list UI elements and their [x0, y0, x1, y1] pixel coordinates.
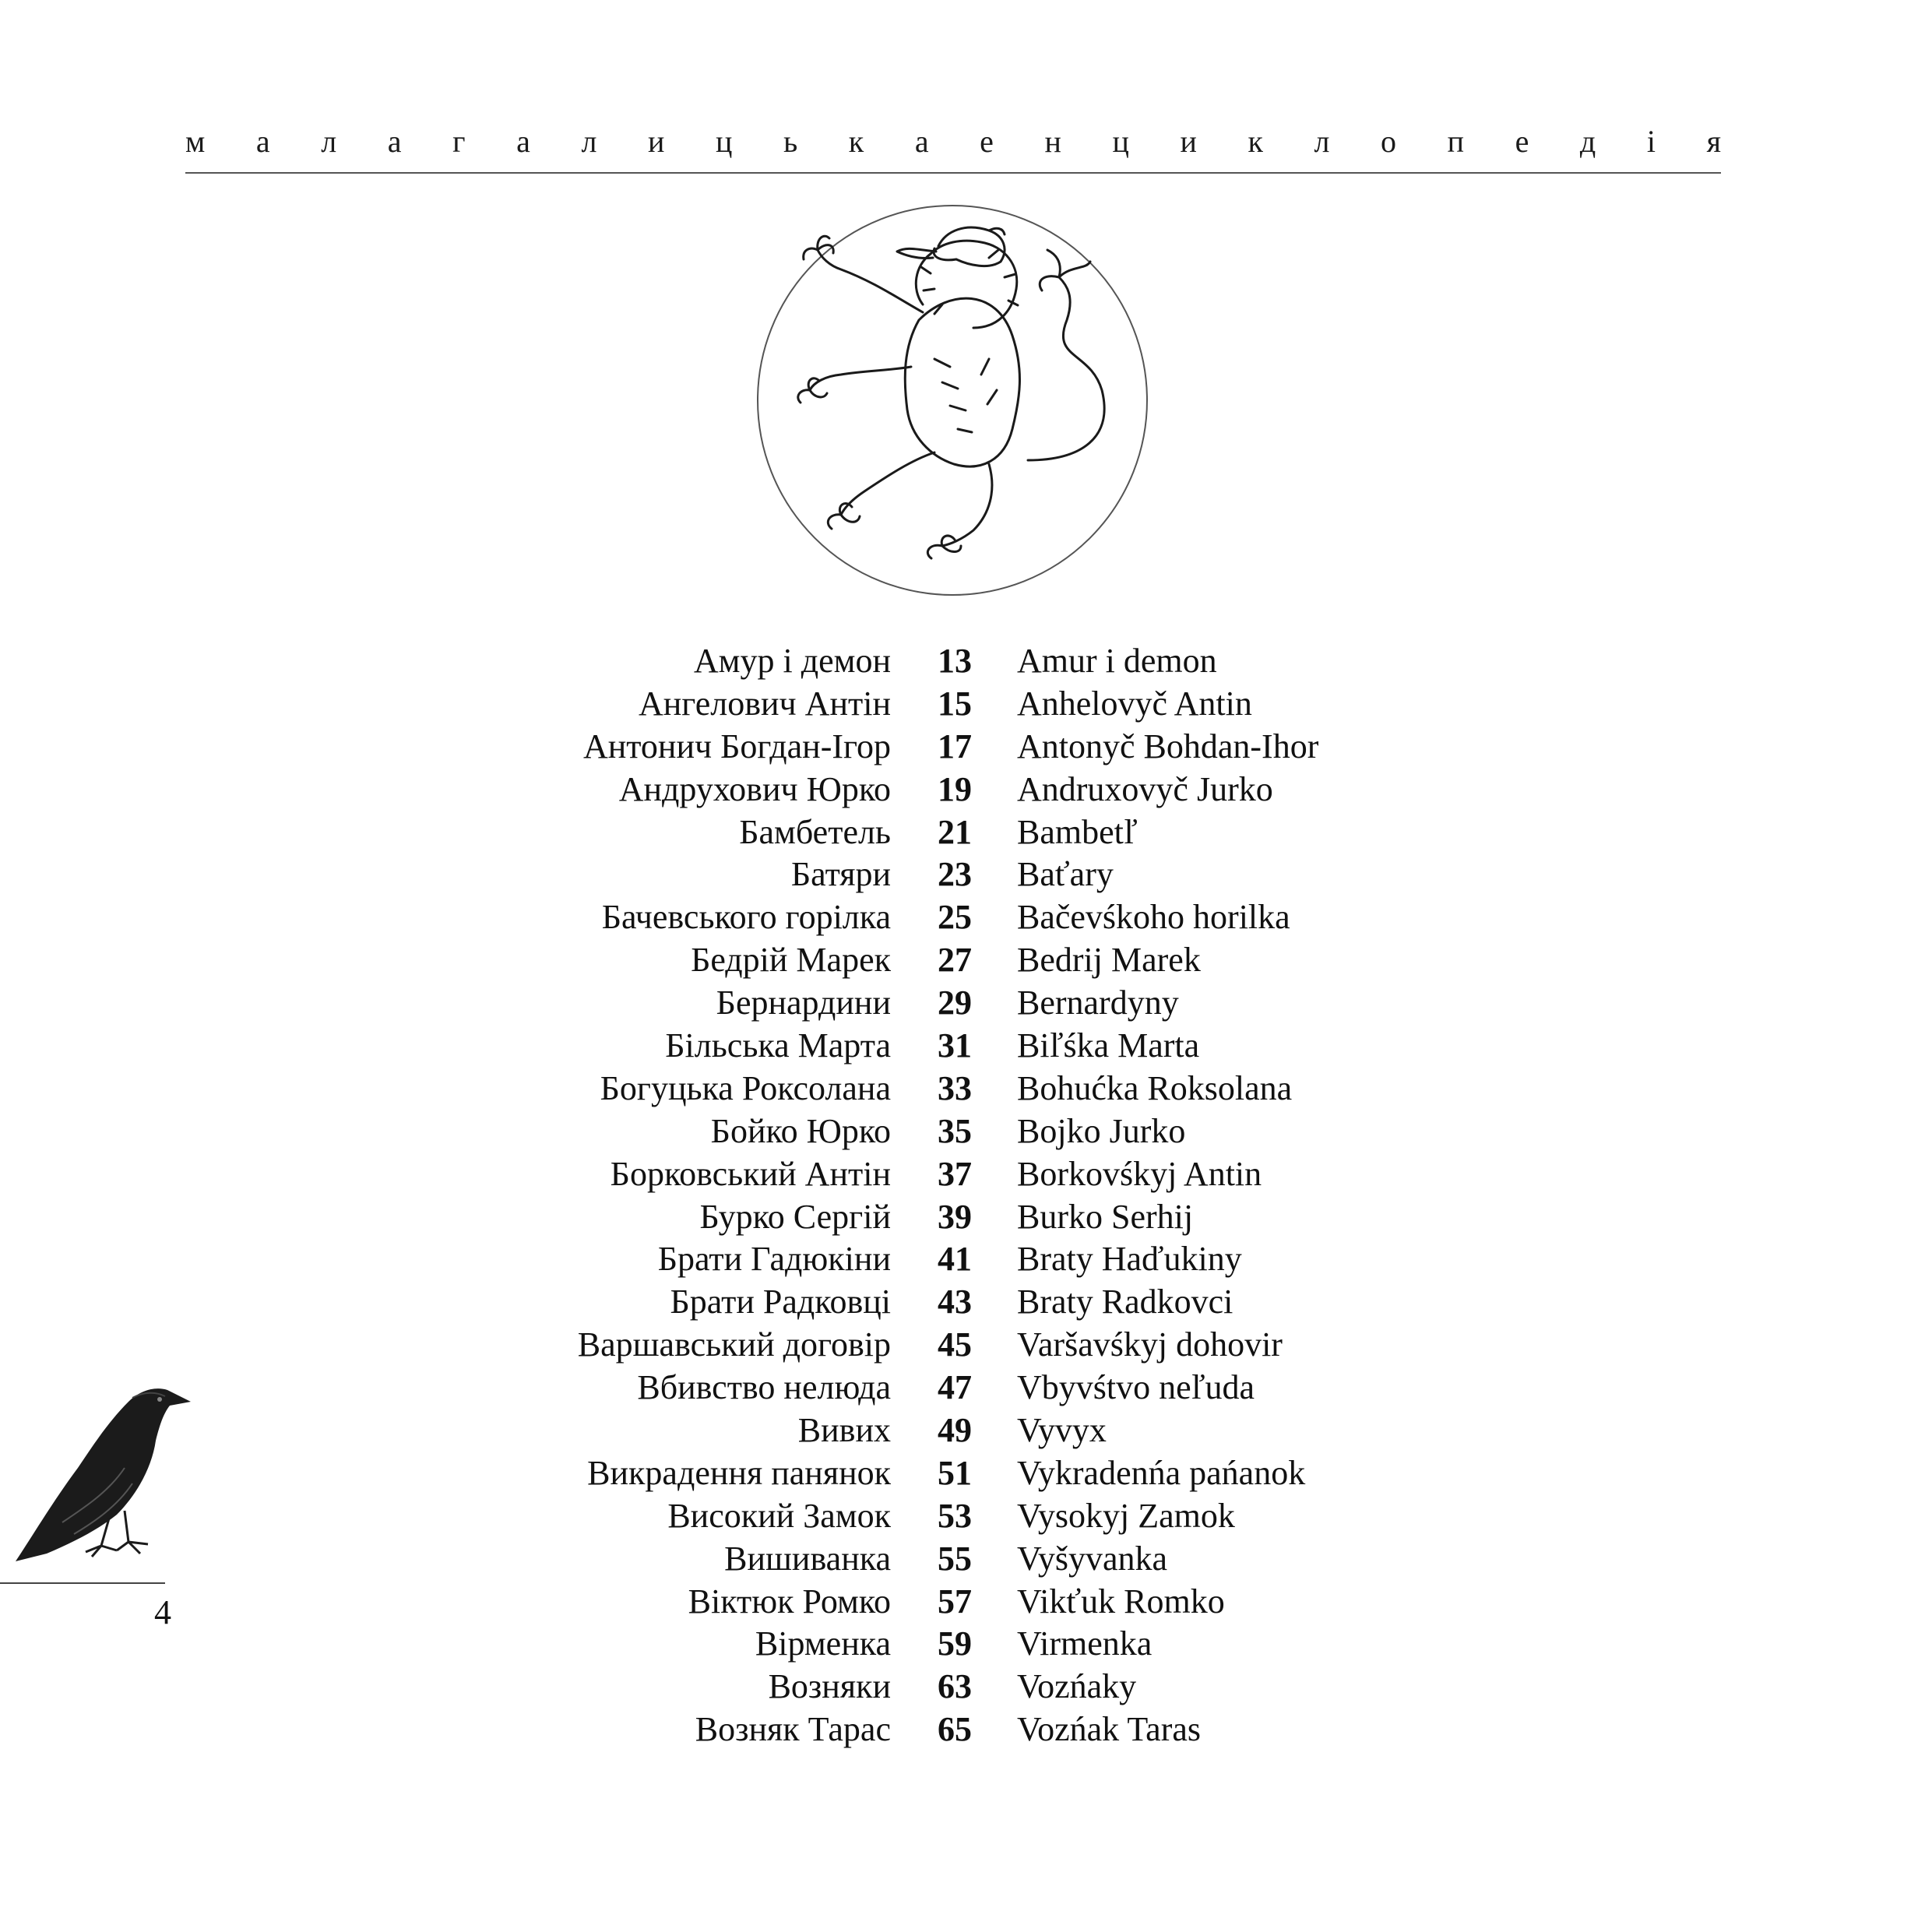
toc-entry-title: Більська Марта: [665, 1026, 891, 1065]
toc-entry-transliteration: Braty Radkovci: [1017, 1283, 1233, 1321]
toc-entry-transliteration: Vyšyvanka: [1017, 1539, 1168, 1578]
toc-entry-title: Бамбетель: [739, 812, 891, 851]
toc-entry-title: Вивих: [797, 1411, 891, 1450]
toc-entry-page: 23: [938, 855, 972, 894]
toc-row: [0, 1581, 1932, 1624]
toc-entry-title: Бедрій Марек: [691, 941, 891, 980]
toc-entry-title: Варшавський договір: [577, 1325, 891, 1364]
toc-entry-transliteration: Amur i demon: [1017, 642, 1217, 680]
toc-entry-transliteration: Vysokyj Zamok: [1017, 1496, 1235, 1535]
toc-entry-transliteration: Bedrij Marek: [1017, 941, 1201, 980]
toc-entry-title: Борковський Антін: [610, 1154, 891, 1193]
header-letter: и: [1180, 124, 1197, 159]
toc-entry-page: 29: [938, 984, 972, 1022]
header-letter: а: [914, 124, 929, 159]
lion-rampant-icon: [755, 203, 1149, 597]
toc-row: [0, 1238, 1932, 1281]
toc-entry-page: 27: [938, 941, 972, 980]
toc-entry-title: Бойко Юрко: [710, 1111, 891, 1150]
toc-entry-title: Брати Гадюкіни: [657, 1240, 891, 1279]
toc-entry-transliteration: Biľśka Marta: [1017, 1026, 1200, 1065]
header-letter: і: [1646, 124, 1656, 159]
toc-entry-page: 19: [938, 769, 972, 808]
toc-row: [0, 1452, 1932, 1495]
header-letter: я: [1706, 124, 1721, 159]
toc-entry-transliteration: Bohućka Roksolana: [1017, 1068, 1293, 1107]
header-letter: ь: [783, 124, 798, 159]
header-letter: л: [321, 124, 337, 159]
toc-row: [0, 853, 1932, 896]
toc-entry-transliteration: Vykradenńa pańanok: [1017, 1453, 1306, 1492]
header-letter: ц: [1112, 124, 1129, 159]
toc-entry-page: 55: [938, 1539, 972, 1578]
toc-entry-page: 37: [938, 1154, 972, 1193]
toc-entry-transliteration: Anhelovyč Antin: [1017, 684, 1252, 723]
toc-row: [0, 769, 1932, 811]
toc-entry-transliteration: Varšavśkyj dohovir: [1017, 1325, 1283, 1364]
header-letter: и: [648, 124, 665, 159]
running-header: [185, 126, 1721, 157]
toc-entry-transliteration: Bačevśkoho horilka: [1017, 898, 1290, 937]
header-letter: е: [1515, 124, 1529, 159]
toc-entry-transliteration: Braty Haďukiny: [1017, 1240, 1242, 1279]
header-letter: а: [516, 124, 530, 159]
toc-entry-transliteration: Bambetľ: [1017, 812, 1138, 851]
toc-entry-transliteration: Andruxovyč Jurko: [1017, 769, 1273, 808]
toc-entry-page: 49: [938, 1411, 972, 1450]
header-letter: к: [848, 124, 864, 159]
toc-row: [0, 1367, 1932, 1409]
header-letter: п: [1447, 124, 1464, 159]
toc-entry-title: Богуцька Роксолана: [600, 1068, 891, 1107]
header-letter: н: [1044, 124, 1061, 159]
toc-entry-transliteration: Vozńaky: [1017, 1667, 1137, 1706]
header-letter: а: [255, 124, 270, 159]
toc-row: [0, 939, 1932, 982]
toc-row: [0, 1110, 1932, 1153]
toc-entry-title: Возняк Тарас: [695, 1710, 891, 1749]
toc-entry-page: 43: [938, 1283, 972, 1321]
header-letter: к: [1248, 124, 1263, 159]
toc-entry-page: 15: [938, 684, 972, 723]
toc-entry-page: 65: [938, 1710, 972, 1749]
toc-entry-title: Бернардини: [716, 984, 891, 1022]
header-letter: л: [1314, 124, 1330, 159]
toc-entry-transliteration: Vozńak Taras: [1017, 1710, 1202, 1749]
toc-entry-title: Ангелович Антін: [638, 684, 891, 723]
toc-entry-page: 51: [938, 1453, 972, 1492]
toc-entry-page: 21: [938, 812, 972, 851]
toc-row: [0, 726, 1932, 769]
header-letter: е: [980, 124, 994, 159]
toc-entry-title: Брати Радковці: [670, 1283, 891, 1321]
toc-row: [0, 1495, 1932, 1538]
toc-row: [0, 1068, 1932, 1110]
toc-entry-transliteration: Vikťuk Romko: [1017, 1582, 1225, 1621]
toc-entry-transliteration: Borkovśkyj Antin: [1017, 1154, 1262, 1193]
toc-entry-page: 25: [938, 898, 972, 937]
toc-entry-page: 13: [938, 642, 972, 680]
header-rule: [185, 172, 1721, 174]
toc-entry-title: Віктюк Ромко: [688, 1582, 891, 1621]
toc-entry-title: Бурко Сергій: [699, 1197, 891, 1236]
toc-entry-transliteration: Bernardyny: [1017, 984, 1179, 1022]
toc-row: [0, 896, 1932, 939]
toc-entry-transliteration: Virmenka: [1017, 1624, 1153, 1663]
toc-entry-page: 45: [938, 1325, 972, 1364]
toc-entry-page: 53: [938, 1496, 972, 1535]
toc-entry-page: 33: [938, 1068, 972, 1107]
header-letter: л: [581, 124, 597, 159]
toc-entry-title: Викрадення панянок: [587, 1453, 891, 1492]
toc-entry-page: 35: [938, 1111, 972, 1150]
toc-entry-page: 31: [938, 1026, 972, 1065]
toc-entry-transliteration: Bojko Jurko: [1017, 1111, 1186, 1150]
toc-row: [0, 1025, 1932, 1068]
toc-row: [0, 1538, 1932, 1581]
toc-entry-transliteration: Vyvyx: [1017, 1411, 1107, 1450]
toc-entry-title: Возняки: [768, 1667, 891, 1706]
toc-entry-title: Амур і демон: [693, 642, 891, 680]
toc-entry-page: 47: [938, 1368, 972, 1407]
toc-row: [0, 1409, 1932, 1452]
table-of-contents: [0, 640, 1932, 1751]
toc-row: [0, 1666, 1932, 1709]
toc-entry-page: 63: [938, 1667, 972, 1706]
toc-row: [0, 982, 1932, 1025]
header-letter: ц: [715, 124, 733, 159]
crow-icon: [0, 1367, 202, 1569]
toc-row: [0, 1324, 1932, 1367]
toc-entry-title: Бачевського горілка: [601, 898, 891, 937]
toc-entry-title: Вбивство нелюда: [637, 1368, 891, 1407]
toc-entry-page: 17: [938, 727, 972, 765]
toc-entry-transliteration: Baťary: [1017, 855, 1114, 894]
page-number: 4: [154, 1593, 171, 1631]
toc-entry-transliteration: Vbyvśtvo neľuda: [1017, 1368, 1255, 1407]
toc-entry-title: Вірменка: [755, 1624, 891, 1663]
toc-row: [0, 640, 1932, 683]
toc-row: [0, 683, 1932, 726]
toc-entry-title: Антонич Богдан-Ігор: [582, 727, 891, 765]
toc-entry-page: 39: [938, 1197, 972, 1236]
toc-row: [0, 1623, 1932, 1666]
toc-entry-transliteration: Burko Serhij: [1017, 1197, 1194, 1236]
toc-entry-page: 59: [938, 1624, 972, 1663]
toc-entry-transliteration: Antonyč Bohdan-Ihor: [1017, 727, 1319, 765]
header-letter: г: [452, 124, 466, 159]
header-letter: а: [387, 124, 402, 159]
header-letter: о: [1381, 124, 1397, 159]
toc-row: [0, 1196, 1932, 1239]
toc-entry-title: Вишиванка: [724, 1539, 891, 1578]
toc-entry-title: Андрухович Юрко: [618, 769, 891, 808]
header-letter: м: [185, 124, 206, 159]
toc-entry-page: 41: [938, 1240, 972, 1279]
toc-row: [0, 1153, 1932, 1196]
toc-row: [0, 811, 1932, 854]
footer-rule: [0, 1582, 165, 1584]
toc-entry-title: Високий Замок: [667, 1496, 891, 1535]
toc-row: [0, 1281, 1932, 1324]
toc-entry-page: 57: [938, 1582, 972, 1621]
toc-entry-title: Батяри: [790, 855, 891, 894]
header-letter: д: [1579, 124, 1596, 159]
toc-row: [0, 1709, 1932, 1751]
